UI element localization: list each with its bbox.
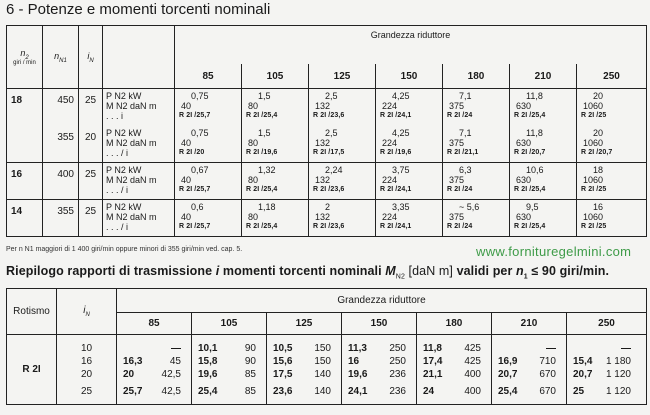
- torque-value: 40: [181, 175, 192, 185]
- torque-value: 140: [314, 368, 331, 380]
- value-cell: [242, 89, 309, 126]
- ratio-value: R 2I /25,7: [179, 112, 211, 119]
- value-cell: [510, 200, 577, 237]
- summary-entry: [423, 368, 491, 381]
- row-label: M N2 daN m: [106, 101, 157, 111]
- n2-value: 18: [7, 89, 43, 163]
- ratio-value: —: [546, 342, 556, 354]
- power-value: 16: [593, 202, 604, 212]
- summary-entry: [273, 385, 341, 398]
- power-value: 2,5: [325, 127, 338, 138]
- nN1-value: 400: [43, 163, 79, 200]
- iN-list: [57, 335, 117, 405]
- iN-value: 25: [79, 89, 103, 126]
- size-header: 105: [192, 313, 267, 335]
- torque-value: 250: [389, 342, 406, 354]
- summary-entry: [573, 355, 646, 368]
- table-row: [7, 200, 647, 237]
- ratio-value: R 2I /19,6: [246, 148, 278, 156]
- size-header: 105: [242, 64, 309, 89]
- power-value: 10,6: [526, 165, 544, 175]
- ratio-value: R 2I /20,7: [514, 148, 546, 156]
- power-value: 0,75: [191, 91, 209, 101]
- summary-cell: [117, 335, 192, 405]
- ratio-value: R 2I /25,4: [514, 112, 546, 119]
- torque-value: 630: [516, 137, 532, 148]
- summary-cell: [567, 335, 647, 405]
- torque-value: 236: [389, 368, 406, 380]
- value-cell: [577, 200, 647, 237]
- ratio-value: 25,4: [198, 385, 218, 397]
- summary-entry: [123, 385, 191, 398]
- power-value: 20: [593, 127, 604, 138]
- power-value: 0,67: [191, 165, 209, 175]
- iN-value: 25: [80, 385, 93, 397]
- torque-value: 375: [449, 101, 465, 111]
- header-group-size: Grandezza riduttore: [175, 26, 647, 65]
- ratio-value: 23,6: [273, 385, 293, 397]
- value-cell: [175, 126, 242, 163]
- row-labels: [103, 163, 175, 200]
- ratio-value: R 2I /20: [179, 148, 205, 156]
- table-row: [7, 89, 647, 126]
- torque-value: 1 120: [605, 385, 631, 397]
- ratio-value: R 2I /25,7: [179, 223, 211, 230]
- ratio-value: 17,4: [423, 355, 443, 367]
- power-value: 0,6: [191, 202, 204, 212]
- torque-value: 236: [389, 385, 406, 397]
- summary-entry: [198, 355, 266, 368]
- summary-cell: [267, 335, 342, 405]
- ratio-value: 11,8: [423, 342, 442, 354]
- row-label: P N2 kW: [106, 202, 142, 212]
- torque-value: 40: [181, 101, 192, 111]
- ratio-value: 15,4: [573, 355, 593, 367]
- torque-value: 1060: [583, 175, 604, 185]
- power-value: 1,5: [258, 91, 271, 101]
- power-value: 6,3: [459, 165, 472, 175]
- col-header-iN: $i_N$: [79, 26, 103, 89]
- summary-cell: [342, 335, 417, 405]
- torque-value: 150: [314, 355, 331, 367]
- power-value: 3,35: [392, 202, 410, 212]
- summary-entry: [198, 342, 266, 355]
- torque-value: 132: [315, 212, 331, 222]
- iN-value: 25: [79, 200, 103, 237]
- ratio-value: R 2I /24: [447, 186, 473, 193]
- torque-value: 42,5: [161, 385, 181, 397]
- summary-entry: [348, 342, 416, 355]
- torque-value: 425: [464, 355, 481, 367]
- rotismo-value: R 2I: [7, 335, 57, 405]
- ratio-value: 17,5: [273, 368, 293, 380]
- col-header-labels: [103, 26, 175, 89]
- summary-entry: [198, 385, 266, 398]
- ratio-value: R 2I /25: [581, 112, 607, 119]
- row-label: P N2 kW: [106, 165, 142, 175]
- torque-value: 375: [449, 175, 465, 185]
- torque-value: 375: [449, 212, 465, 222]
- summary-cell: [492, 335, 567, 405]
- ratio-value: R 2I /17,5: [313, 148, 345, 156]
- torque-value: 630: [516, 175, 532, 185]
- size-header: 85: [175, 64, 242, 89]
- power-value: 2: [325, 202, 331, 212]
- value-cell: [175, 200, 242, 237]
- row-labels: [103, 200, 175, 237]
- torque-value: 90: [244, 355, 256, 367]
- power-value: 7,1: [459, 127, 472, 138]
- value-cell: [510, 126, 577, 163]
- torque-value: 224: [382, 175, 398, 185]
- torque-value: 40: [181, 212, 192, 222]
- ratio-value: R 2I /19,6: [380, 148, 412, 156]
- size-header: 180: [417, 313, 492, 335]
- value-cell: [175, 89, 242, 126]
- torque-value: 224: [382, 137, 398, 148]
- ratio-value: 19,6: [198, 368, 218, 380]
- torque-value: 224: [382, 101, 398, 111]
- power-value: 0,75: [191, 127, 209, 138]
- summary-entry: [123, 368, 191, 381]
- ratio-value: 20,7: [498, 368, 518, 380]
- ratio-value: 24: [423, 385, 435, 397]
- ratio-value: R 2I /25: [581, 186, 607, 193]
- ratio-value: R 2I /24: [447, 112, 473, 119]
- summary-entry: [573, 342, 646, 355]
- ratio-value: 20,7: [573, 368, 593, 380]
- col-header-iN: $i_N$: [57, 289, 117, 335]
- ratio-value: 25,7: [123, 385, 143, 397]
- torque-value: 250: [389, 355, 406, 367]
- size-header: 250: [577, 64, 647, 89]
- torque-value: 40: [181, 137, 192, 148]
- ratio-value: R 2I /25,4: [246, 112, 278, 119]
- ratio-value: 24,1: [348, 385, 368, 397]
- row-label: . . . / i: [106, 185, 129, 195]
- ratio-value: R 2I /24,1: [380, 186, 412, 193]
- torque-value: 1060: [583, 212, 604, 222]
- summary-entry: [573, 385, 646, 398]
- torque-value: 1060: [583, 101, 604, 111]
- value-cell: [376, 163, 443, 200]
- summary-entry: [498, 385, 566, 398]
- torque-value: 80: [248, 212, 259, 222]
- watermark: www.fornituregelmini.com: [476, 244, 632, 259]
- power-value: 11,8: [526, 91, 543, 101]
- ratio-summary-table: [6, 288, 647, 405]
- ratio-value: R 2I /24,1: [380, 112, 412, 119]
- value-cell: [443, 89, 510, 126]
- size-header: 180: [443, 64, 510, 89]
- power-torque-table: [6, 25, 647, 237]
- size-header: 150: [376, 64, 443, 89]
- power-value: 20: [593, 91, 604, 101]
- value-cell: [376, 126, 443, 163]
- row-labels: [103, 89, 175, 126]
- summary-cell: [417, 335, 492, 405]
- value-cell: [443, 126, 510, 163]
- size-header: 85: [117, 313, 192, 335]
- summary-title: Riepilogo rapporti di trasmissione i momenti torcenti nominali $M_{N2}$ [daN m] validi per $n_1 \le 90$ giri/min.: [6, 264, 610, 281]
- power-value: 1,32: [258, 165, 276, 175]
- ratio-value: R 2I /25,7: [179, 186, 211, 193]
- torque-value: 670: [539, 368, 556, 380]
- ratio-value: R 2I /23,6: [313, 223, 345, 230]
- power-value: 4,25: [392, 127, 410, 138]
- n2-value: 14: [7, 200, 43, 237]
- row-label: . . . / i: [106, 147, 129, 158]
- summary-entry: [498, 355, 566, 368]
- torque-value: 224: [382, 212, 398, 222]
- torque-value: 710: [539, 355, 556, 367]
- ratio-value: R 2I /21,1: [447, 148, 479, 156]
- ratio-value: 15,6: [273, 355, 293, 367]
- torque-value: 630: [516, 101, 532, 111]
- row-label: . . . / i: [106, 222, 129, 232]
- torque-value: 375: [449, 137, 465, 148]
- torque-value: 80: [248, 101, 259, 111]
- ratio-value: —: [621, 342, 631, 354]
- nN1-value: 355: [43, 126, 79, 163]
- summary-entry: [198, 368, 266, 381]
- value-cell: [577, 89, 647, 126]
- power-value: ~ 5,6: [459, 202, 480, 212]
- header-group-size: Grandezza riduttore: [117, 289, 647, 313]
- value-cell: [242, 126, 309, 163]
- ratio-value: R 2I /24: [447, 223, 473, 230]
- ratio-value: R 2I /25,4: [246, 186, 278, 193]
- ratio-value: 11,3: [348, 342, 367, 354]
- value-cell: [309, 163, 376, 200]
- size-header: 125: [309, 64, 376, 89]
- summary-entry: [273, 342, 341, 355]
- nN1-value: 450: [43, 89, 79, 126]
- value-cell: [577, 126, 647, 163]
- torque-value: 1 180: [605, 355, 631, 367]
- size-header: 250: [567, 313, 647, 335]
- ratio-value: 20: [123, 368, 135, 380]
- row-labels: [103, 126, 175, 163]
- summary-cell: [192, 335, 267, 405]
- table-row: [7, 163, 647, 200]
- section-title: 6 - Potenze e momenti torcenti nominali: [6, 1, 271, 18]
- torque-value: 85: [244, 368, 256, 380]
- n2-value: 16: [7, 163, 43, 200]
- power-value: 2,5: [325, 91, 338, 101]
- torque-value: 400: [464, 385, 481, 397]
- summary-entry: [498, 368, 566, 381]
- ratio-value: R 2I /25,4: [514, 223, 546, 230]
- torque-value: 630: [516, 212, 532, 222]
- ratio-value: 10,1: [198, 342, 218, 354]
- torque-value: 132: [315, 101, 331, 111]
- ratio-value: R 2I /20,7: [581, 148, 613, 156]
- summary-entry: [273, 355, 341, 368]
- size-header: 210: [492, 313, 567, 335]
- ratio-value: 19,6: [348, 368, 368, 380]
- power-value: 3,75: [392, 165, 410, 175]
- summary-entry: [423, 355, 491, 368]
- size-header: 150: [342, 313, 417, 335]
- iN-value: 20: [79, 126, 103, 163]
- power-value: 7,1: [459, 91, 472, 101]
- torque-value: 1 120: [605, 368, 631, 380]
- value-cell: [443, 163, 510, 200]
- iN-value: 20: [80, 368, 93, 380]
- torque-value: 132: [315, 137, 331, 148]
- ratio-value: 25: [573, 385, 585, 397]
- ratio-value: R 2I /23,6: [313, 112, 345, 119]
- value-cell: [309, 126, 376, 163]
- col-header-rotismo: Rotismo: [7, 289, 57, 335]
- power-value: 1,18: [258, 202, 276, 212]
- torque-value: 425: [464, 342, 481, 354]
- summary-entry: [573, 368, 646, 381]
- iN-value: 10: [80, 342, 93, 354]
- torque-value: 132: [315, 175, 331, 185]
- value-cell: [376, 200, 443, 237]
- row-label: P N2 kW: [106, 127, 142, 138]
- value-cell: [510, 89, 577, 126]
- power-value: 2,24: [325, 165, 343, 175]
- ratio-value: R 2I /24,1: [380, 223, 412, 230]
- torque-value: 45: [169, 355, 181, 367]
- ratio-value: —: [171, 342, 181, 354]
- col-header-nN1: $n_{N1}$: [43, 26, 79, 89]
- power-value: 18: [593, 165, 604, 175]
- value-cell: [309, 89, 376, 126]
- size-header: 125: [267, 313, 342, 335]
- ratio-value: 16,9: [498, 355, 518, 367]
- ratio-value: 16,3: [123, 355, 143, 367]
- torque-value: 400: [464, 368, 481, 380]
- torque-value: 85: [244, 385, 256, 397]
- row-label: M N2 daN m: [106, 175, 157, 185]
- value-cell: [175, 163, 242, 200]
- value-cell: [443, 200, 510, 237]
- power-value: 9,5: [526, 202, 539, 212]
- summary-entry: [348, 385, 416, 398]
- iN-value: 25: [79, 163, 103, 200]
- ratio-value: 16: [348, 355, 360, 367]
- summary-entry: [498, 342, 566, 355]
- summary-entry: [273, 368, 341, 381]
- summary-entry: [123, 342, 191, 355]
- torque-value: 42,5: [161, 368, 181, 380]
- value-cell: [376, 89, 443, 126]
- ratio-value: 25,4: [498, 385, 518, 397]
- summary-entry: [423, 342, 491, 355]
- ratio-value: 10,5: [273, 342, 293, 354]
- ratio-value: R 2I /25,4: [514, 186, 546, 193]
- torque-value: 150: [314, 342, 331, 354]
- iN-value: 16: [80, 355, 93, 367]
- torque-value: 1060: [583, 137, 604, 148]
- size-header: 210: [510, 64, 577, 89]
- row-label: P N2 kW: [106, 91, 142, 101]
- value-cell: [510, 163, 577, 200]
- footnote: Per n N1 maggiori di 1 400 giri/min oppure minori di 355 giri/min ved. cap. 5.: [6, 246, 243, 253]
- value-cell: [577, 163, 647, 200]
- torque-value: 670: [539, 385, 556, 397]
- ratio-value: R 2I /25: [581, 223, 607, 230]
- row-label: M N2 daN m: [106, 212, 157, 222]
- value-cell: [242, 200, 309, 237]
- summary-entry: [423, 385, 491, 398]
- summary-entry: [123, 355, 191, 368]
- col-header-n2: $n_2$ giri / min: [7, 26, 43, 89]
- table-row: [7, 126, 647, 163]
- value-cell: [309, 200, 376, 237]
- torque-value: 80: [248, 175, 259, 185]
- value-cell: [242, 163, 309, 200]
- summary-entry: [348, 368, 416, 381]
- row-label: M N2 daN m: [106, 137, 157, 148]
- power-value: 4,25: [392, 91, 410, 101]
- ratio-value: R 2I /25,4: [246, 223, 278, 230]
- row-label: . . . i: [106, 111, 124, 121]
- ratio-value: 21,1: [423, 368, 443, 380]
- power-value: 11,8: [526, 127, 543, 138]
- torque-value: 140: [314, 385, 331, 397]
- ratio-value: R 2I /23,6: [313, 186, 345, 193]
- torque-value: 90: [244, 342, 256, 354]
- summary-entry: [348, 355, 416, 368]
- nN1-value: 355: [43, 200, 79, 237]
- ratio-value: 15,8: [198, 355, 218, 367]
- power-value: 1,5: [258, 127, 271, 138]
- torque-value: 80: [248, 137, 259, 148]
